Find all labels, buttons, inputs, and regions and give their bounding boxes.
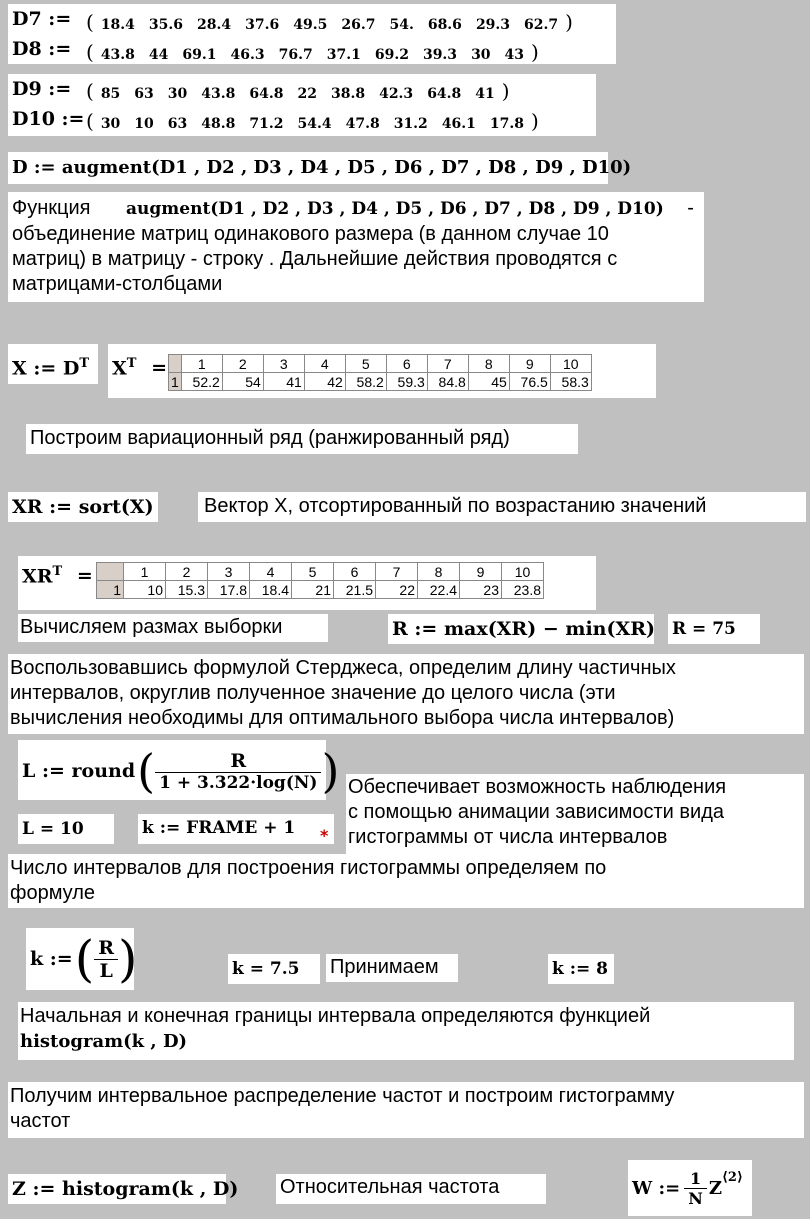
variational-text: Построим вариационный ряд (ранжированный ряд) bbox=[30, 427, 510, 449]
w-definition-lhs: W := bbox=[632, 1177, 681, 1199]
table-cell[interactable]: 21 bbox=[292, 581, 334, 599]
d7-value: 29.3 bbox=[475, 17, 511, 33]
column-header: 2 bbox=[166, 563, 208, 581]
column-header: 5 bbox=[292, 563, 334, 581]
d9-value: 30 bbox=[167, 86, 188, 102]
x-definition-region[interactable] bbox=[8, 344, 98, 384]
row-index: 1 bbox=[169, 373, 182, 391]
range-text-region[interactable] bbox=[18, 614, 328, 642]
augment-definition: D := augment(D1 , D2 , D3 , D4 , D5 , D6 , D7 , D8 , D9 , D10) bbox=[12, 157, 632, 178]
column-header: 4 bbox=[304, 355, 345, 373]
k-result-region[interactable] bbox=[228, 954, 320, 984]
l-definition-fraction bbox=[155, 750, 321, 793]
d8-value: 43 bbox=[504, 47, 525, 63]
augment-note-line4: матрицами-столбцами bbox=[12, 273, 223, 295]
w-definition bbox=[632, 1164, 743, 1212]
column-header: 8 bbox=[468, 355, 509, 373]
d9-value: 22 bbox=[297, 86, 317, 102]
animation-line3: гистограммы от числа интервалов bbox=[348, 826, 668, 848]
xr-definition-region[interactable] bbox=[8, 492, 158, 522]
table-cell[interactable]: 22 bbox=[376, 581, 418, 599]
range-result-region[interactable] bbox=[668, 614, 760, 644]
table-cell[interactable]: 18.4 bbox=[250, 581, 292, 599]
augment-note-region[interactable] bbox=[8, 192, 704, 302]
d10-value: 17.8 bbox=[489, 116, 525, 132]
range-text: Вычисляем размах выборки bbox=[20, 616, 283, 638]
xr-note: Вектор X, отсортированный по возрастанию значений bbox=[204, 495, 707, 517]
d8-value: 76.7 bbox=[278, 47, 313, 63]
x-table-region[interactable] bbox=[108, 344, 656, 398]
l-result: L = 10 bbox=[22, 819, 84, 839]
table-cell[interactable]: 58.2 bbox=[345, 373, 386, 391]
k-text-line2: формуле bbox=[10, 882, 96, 904]
augment-definition-region[interactable] bbox=[8, 152, 632, 184]
d7-value: 49.5 bbox=[293, 17, 328, 33]
table-cell[interactable]: 59.3 bbox=[386, 373, 427, 391]
l-definition-region[interactable] bbox=[18, 740, 340, 800]
augment-note-formula: augment(D1 , D2 , D3 , D4 , D5 , D6 , D7 , D8 , D9 , D10) bbox=[126, 199, 664, 219]
d9-value: 43.8 bbox=[201, 86, 236, 102]
w-definition-rhs: Z bbox=[708, 1177, 722, 1199]
accept-text-region[interactable] bbox=[326, 954, 458, 982]
column-header: 9 bbox=[509, 355, 550, 373]
d7-value: 68.6 bbox=[427, 17, 462, 33]
d10-value: 54.4 bbox=[297, 116, 332, 132]
k-text-region[interactable] bbox=[8, 854, 804, 908]
d7-value: 62.7 bbox=[524, 17, 559, 33]
w-definition-region[interactable] bbox=[628, 1160, 752, 1216]
table-cell[interactable]: 21.5 bbox=[334, 581, 376, 599]
xr-table-eq: = bbox=[76, 565, 93, 588]
xr-definition: XR := sort(X) bbox=[12, 496, 154, 518]
variational-text-region[interactable] bbox=[26, 424, 578, 454]
d10-value: 63 bbox=[167, 116, 188, 132]
d8-value: 37.1 bbox=[326, 47, 361, 63]
z-definition-region[interactable] bbox=[8, 1174, 239, 1204]
column-header: 10 bbox=[502, 563, 544, 581]
animation-line2: с помощью анимации зависимости вида bbox=[348, 801, 724, 823]
freq-text-region[interactable] bbox=[8, 1082, 804, 1138]
d7-value: 54. bbox=[389, 17, 414, 33]
range-definition-region[interactable] bbox=[388, 614, 654, 644]
d9-d10-region[interactable] bbox=[8, 74, 596, 136]
d9-value: 85 bbox=[100, 86, 121, 102]
k-text-line1: Число интервалов для построения гистограммы определяем по bbox=[10, 857, 607, 879]
table-cell[interactable]: 17.8 bbox=[208, 581, 250, 599]
x-definition bbox=[12, 356, 89, 379]
freq-line2: частот bbox=[10, 1110, 71, 1132]
column-header: 1 bbox=[124, 563, 166, 581]
d10-value: 31.2 bbox=[393, 116, 428, 132]
table-cell[interactable]: 41 bbox=[263, 373, 304, 391]
d8-value: 69.2 bbox=[374, 47, 409, 63]
table-cell[interactable]: 10 bbox=[124, 581, 166, 599]
augment-note-dash: - bbox=[687, 197, 694, 219]
d10-value: 48.8 bbox=[201, 116, 236, 132]
d10-value: 46.1 bbox=[441, 116, 476, 132]
xr-table-label-sup: T bbox=[52, 564, 63, 579]
d8-value: 30 bbox=[471, 47, 491, 63]
k-definition-num: R bbox=[94, 937, 118, 960]
sturges-line1: Воспользовавшись формулой Стерджеса, определим длину частичных bbox=[10, 657, 676, 679]
x-definition-base: X := D bbox=[12, 357, 80, 380]
d10-vector: ( 30 10 63 48.8 71.2 54.4 47.8 31.2 46.1 17.8 ) bbox=[86, 109, 539, 133]
sturges-line2: интервалов, округлив полученное значение до целого числа (эти bbox=[10, 682, 616, 704]
freq-line1: Получим интервальное распределение частот и построим гистограмму bbox=[10, 1085, 675, 1107]
w-definition-den: N bbox=[688, 1188, 703, 1208]
d7-d8-region[interactable] bbox=[8, 4, 616, 64]
d10-value: 10 bbox=[134, 116, 154, 132]
d8-value: 43.8 bbox=[100, 47, 135, 63]
column-header: 1 bbox=[181, 355, 222, 373]
rel-freq-text: Относительная частота bbox=[280, 1176, 500, 1198]
d9-label: D9 := bbox=[12, 78, 72, 100]
sturges-line3: вычисления необходимы для оптимального выбора числа интервалов) bbox=[10, 707, 675, 729]
column-header: 7 bbox=[427, 355, 468, 373]
d7-value: 37.6 bbox=[245, 17, 280, 33]
table-cell[interactable]: 84.8 bbox=[427, 373, 468, 391]
d7-value: 26.7 bbox=[341, 17, 376, 33]
animation-text-region[interactable] bbox=[346, 774, 804, 854]
pending-marker: * bbox=[320, 826, 329, 845]
xr-table-label-base: XR bbox=[22, 565, 53, 588]
l-definition: L := round ( $\frac{R}{1 + 3.322\cdot\log(N)}$ ) bbox=[22, 744, 340, 798]
d9-value: 64.8 bbox=[249, 86, 284, 102]
d9-value: 63 bbox=[134, 86, 154, 102]
table-cell[interactable]: 15.3 bbox=[166, 581, 208, 599]
range-result: R = 75 bbox=[672, 619, 736, 639]
xr-note-region[interactable] bbox=[198, 492, 806, 522]
xr-table-region[interactable] bbox=[18, 556, 596, 610]
animation-line1: Обеспечивает возможность наблюдения bbox=[348, 776, 727, 798]
row-index: 1 bbox=[97, 581, 124, 599]
d7-vector: ( 18.4 35.6 28.4 37.6 49.5 26.7 54. 68.6 29.3 62.7 ) bbox=[86, 10, 573, 34]
l-definition-num: R bbox=[155, 750, 321, 773]
rel-freq-text-region[interactable] bbox=[276, 1174, 546, 1204]
d9-vector: ( 85 63 30 43.8 64.8 22 38.8 42.3 64.8 41 ) bbox=[86, 79, 510, 103]
k-frame-region[interactable] bbox=[138, 814, 334, 844]
z-definition: Z := histogram(k , D) bbox=[12, 1178, 239, 1200]
column-header: 2 bbox=[222, 355, 263, 373]
w-definition-num: 1 bbox=[684, 1169, 707, 1189]
sturges-text-region[interactable] bbox=[8, 654, 804, 734]
x-table-eq: = bbox=[151, 357, 167, 380]
d7-value: 28.4 bbox=[197, 17, 232, 33]
bounds-line2: histogram(k , D) bbox=[20, 1031, 188, 1052]
x-table-label bbox=[112, 356, 167, 379]
l-result-region[interactable] bbox=[18, 814, 114, 844]
range-definition: R := max(XR) − min(XR) bbox=[392, 618, 656, 640]
d10-label: D10 := bbox=[12, 108, 85, 130]
d7-value: 35.6 bbox=[148, 17, 184, 33]
column-header: 6 bbox=[386, 355, 427, 373]
augment-note-line3: матриц) в матрицу - строку . Дальнейшие действия проводятся с bbox=[12, 248, 618, 270]
d8-value: 39.3 bbox=[422, 47, 458, 63]
xr-table bbox=[96, 562, 544, 599]
d8-vector: ( 43.8 44 69.1 46.3 76.7 37.1 69.2 39.3 30 43 ) bbox=[86, 40, 539, 64]
x-table-label-base: X bbox=[112, 357, 127, 380]
column-header: 10 bbox=[550, 355, 591, 373]
table-cell[interactable]: 22.4 bbox=[418, 581, 460, 599]
d10-value: 30 bbox=[100, 116, 121, 132]
d10-value: 71.2 bbox=[249, 116, 284, 132]
d9-value: 64.8 bbox=[427, 86, 462, 102]
augment-note-prefix: Функция bbox=[12, 197, 91, 219]
x-definition-sup: T bbox=[79, 356, 90, 371]
table-cell[interactable]: 76.5 bbox=[509, 373, 550, 391]
x-table-label-sup: T bbox=[126, 356, 137, 371]
column-header: 3 bbox=[263, 355, 304, 373]
d9-value: 42.3 bbox=[379, 86, 414, 102]
l-definition-den: 1 + 3.322·log(N) bbox=[159, 772, 318, 793]
d10-value: 47.8 bbox=[345, 116, 380, 132]
x-table bbox=[168, 354, 592, 391]
column-header: 5 bbox=[345, 355, 386, 373]
accept-text: Принимаем bbox=[330, 956, 439, 978]
table-cell[interactable]: 42 bbox=[304, 373, 345, 391]
column-header: 3 bbox=[208, 563, 250, 581]
bounds-line1: Начальная и конечная границы интервала определяются функцией bbox=[20, 1005, 651, 1027]
k-definition-den: L bbox=[99, 959, 113, 982]
k-definition-region[interactable] bbox=[26, 928, 138, 990]
d8-value: 44 bbox=[148, 47, 169, 63]
k-accept: k := 8 bbox=[552, 959, 608, 979]
column-header: 6 bbox=[334, 563, 376, 581]
bounds-text-region[interactable] bbox=[18, 1002, 794, 1060]
table-cell[interactable]: 23 bbox=[460, 581, 502, 599]
d8-value: 69.1 bbox=[182, 47, 217, 63]
k-accept-region[interactable] bbox=[548, 954, 614, 984]
w-definition-fraction bbox=[684, 1169, 707, 1208]
table-cell[interactable]: 54 bbox=[222, 373, 263, 391]
d9-value: 41 bbox=[475, 86, 495, 102]
column-header: 7 bbox=[376, 563, 418, 581]
l-definition-lhs: L := round bbox=[22, 760, 136, 782]
table-cell[interactable]: 52.2 bbox=[181, 373, 222, 391]
k-frame: k := FRAME + 1 bbox=[142, 818, 296, 838]
d7-label: D7 := bbox=[12, 8, 72, 30]
column-header: 9 bbox=[460, 563, 502, 581]
k-definition-lhs: k := bbox=[30, 948, 73, 970]
d9-value: 38.8 bbox=[330, 86, 366, 102]
column-header: 4 bbox=[250, 563, 292, 581]
k-definition: k := ( $\frac{R}{L}$ ) bbox=[30, 930, 138, 988]
k-definition-fraction bbox=[94, 937, 118, 982]
w-definition-sup: ⟨2⟩ bbox=[721, 1170, 743, 1185]
table-cell[interactable]: 58.3 bbox=[550, 373, 591, 391]
table-cell[interactable]: 45 bbox=[468, 373, 509, 391]
k-result: k = 7.5 bbox=[232, 959, 300, 979]
d7-value: 18.4 bbox=[100, 17, 135, 33]
d8-value: 46.3 bbox=[230, 47, 265, 63]
augment-note-line2: объединение матриц одинакового размера (в данном случае 10 bbox=[12, 223, 609, 245]
xr-table-label bbox=[22, 564, 93, 587]
d8-label: D8 := bbox=[12, 38, 72, 60]
table-cell[interactable]: 23.8 bbox=[502, 581, 544, 599]
column-header: 8 bbox=[418, 563, 460, 581]
